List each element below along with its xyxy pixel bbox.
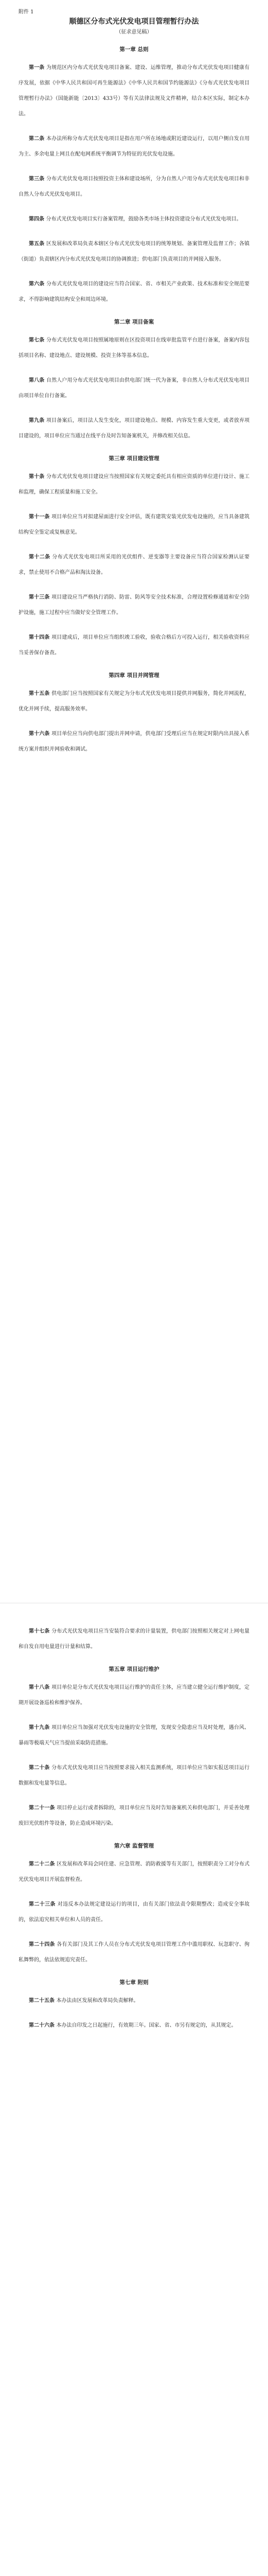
chapter-4-heading: 第四章 项目并网管理 [109,672,159,679]
article-15: 第十五条 供电部门应当按照国家有关规定为分布式光伏发电项目提供并网服务，简化并网流程，优化并网手续，提高服务效率。 [19,691,249,712]
document-subtitle: （征求意见稿） [116,29,152,35]
article-22: 第二十二条 区发展和改革局会同住建、应急管理、消防救援等有关部门，按照职责分工对分布式光伏发电项目开展监督检查。 [19,1861,250,1883]
article-25: 第二十五条 本办法由区发展和改革局负责解释。 [29,1998,139,2004]
article-12: 第十二条 分布式光伏发电项目所采用的光伏组件、逆变器等主要设备应当符合国家检测认证要求，禁止使用不合格产品和淘汰设备。 [19,554,249,575]
article-23: 第二十三条 对违反本办法规定建设运行的项目，由有关部门依法责令限期整改；造成安全事故的，依法追究相关单位和人员的责任。 [19,1902,250,1923]
chapter-6-heading: 第六章 监督管理 [114,1843,154,1849]
attachment-label: 附件 1 [19,9,34,15]
article-17: 第十七条 分布式光伏发电项目应当安装符合要求的计量装置，供电部门按照相关规定对上网电量和自发自用电量进行计量和结算。 [19,1629,249,1650]
article-7: 第七条 分布式光伏发电项目按照属地原则在区投资项目在线审批监管平台进行备案，备案内容包括项目名称、建设地点、建设规模、投资主体等基本信息。 [19,337,250,359]
article-13: 第十三条 项目建设应当严格执行消防、防雷、防风等安全技术标准，合理设置检修通道和安全防护设施，施工过程中应当做好安全管理工作。 [19,595,249,616]
article-19: 第十九条 项目单位应当加强对光伏发电设施的安全管理，发现安全隐患应当及时处理，遇台风、暴雨等极端天气应当提前采取防范措施。 [19,1725,249,1746]
article-2: 第二条 本办法所称分布式光伏发电项目是指在用户所在场地或附近建设运行，以用户侧自发自用为主、多余电量上网且在配电网系统平衡调节为特征的光伏发电设施。 [19,136,250,157]
article-21: 第二十一条 项目停止运行或者拆除的，项目单位应当及时告知备案机关和供电部门，并妥善处理废旧光伏组件等设备，防止造成环境污染。 [19,1805,250,1826]
document-page-2 [0,1603,268,2576]
chapter-1-heading: 第一章 总则 [119,46,149,53]
article-4: 第四条 分布式光伏发电项目实行备案管理，鼓励各类市场主体投资建设分布式光伏发电项目。 [29,216,242,222]
article-6: 第六条 分布式光伏发电项目的建设应当符合国家、省、市相关产业政策、技术标准和安全规范要求，不得影响建筑结构安全和周边环境。 [19,281,250,302]
chapter-7-heading: 第七章 附则 [119,1979,149,1986]
document-title: 顺德区分布式光伏发电项目管理暂行办法 [69,18,199,26]
article-11: 第十一条 项目单位应当对拟建屋面进行安全评估，既有建筑安装光伏发电设施的，应当具备建筑结构安全鉴定或复核意见。 [19,514,249,535]
article-16: 第十六条 项目单位应当向供电部门提出并网申请，供电部门受理后应当在规定时限内出具接入系统方案并组织并网验收和调试。 [19,731,249,752]
article-20: 第二十条 分布式光伏发电项目应当按照要求接入相关监测系统，项目单位应当如实报送项目运行数据和发电量等信息。 [19,1765,249,1786]
article-1: 第一条 为规范区内分布式光伏发电项目备案、建设、运维管理，推动分布式光伏发电项目健康有序发展，依据《中华人民共和国可再生能源法》《中华人民共和国节约能源法》《分布式光伏发电项目管理暂行办法》（国能新能〔2013〕433号）等有关法律法规及文件精神，结合本区实际，制定本办法。 [19,65,250,117]
article-24: 第二十四条 各有关部门及其工作人员在分布式光伏发电项目管理工作中滥用职权、玩忽职守、徇私舞弊的，依法依规追究责任。 [19,1942,250,1963]
article-26: 第二十六条 本办法自印发之日起施行，有效期三年。国家、省、市另有规定的，从其规定。 [29,2023,237,2028]
chapter-2-heading: 第二章 项目备案 [114,319,154,325]
article-18: 第十八条 项目单位是分布式光伏发电项目运行维护的责任主体，应当建立健全运行维护制度，定期开展设备巡检和维护保养。 [19,1685,249,1706]
chapter-5-heading: 第五章 项目运行维护 [109,1666,159,1672]
article-9: 第九条 项目备案后，项目法人发生变化，项目建设地点、规模、内容发生重大变更，或者放弃项目建设的，项目单位应当通过在线平台及时告知备案机关，并修改相关信息。 [19,418,250,439]
article-10: 第十条 分布式光伏发电项目建设应当按照国家有关规定委托具有相应资质的单位进行设计、施工和监理，确保工程质量和施工安全。 [19,474,250,495]
article-14: 第十四条 项目建成后，项目单位应当组织竣工验收，验收合格后方可投入运行，相关验收资料应当妥善保存备查。 [19,635,249,656]
article-5: 第五条 区发展和改革局负责本辖区分布式光伏发电项目的统筹规划、备案管理及监督工作；各镇（街道）负责辖区内分布式光伏发电项目的协调推进；供电部门负责项目的并网接入服务。 [19,241,250,262]
article-3: 第三条 分布式光伏发电项目按照投资主体和建设场所，分为自然人户用分布式光伏发电项目和非自然人分布式光伏发电项目。 [19,176,250,197]
article-8: 第八条 自然人户用分布式光伏发电项目由供电部门统一代为备案，非自然人分布式光伏发电项目由项目单位自行备案。 [19,378,250,399]
chapter-3-heading: 第三章 项目建设管理 [109,455,159,462]
